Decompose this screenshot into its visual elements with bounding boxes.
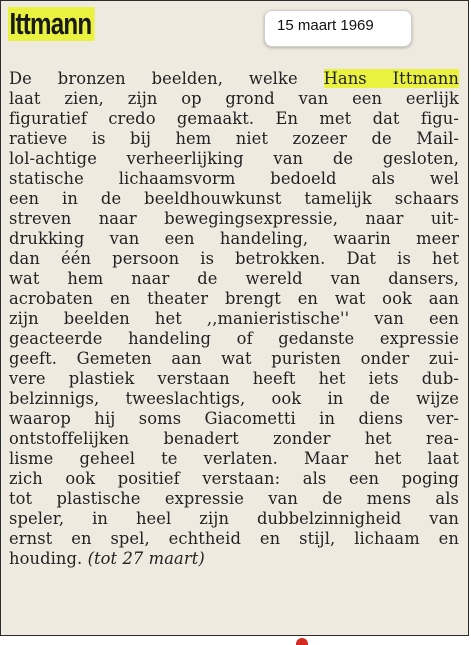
- article-line: zich ook positief verstaan: als een poging: [9, 469, 459, 488]
- exhibition-end-note: (tot 27 maart): [87, 549, 205, 568]
- article-line: acrobaten en theater brengt en wat ook aan: [9, 289, 459, 308]
- article-line: vere plastiek verstaan heeft het iets dub-: [9, 369, 459, 388]
- article-line: dan één persoon is betrokken. Dat is het: [9, 249, 459, 268]
- article-line: geacteerde handeling of gedanste expressie: [9, 329, 459, 348]
- article-line: [9, 69, 459, 89]
- article-line: tot plastische expressie van de mens als: [9, 489, 459, 508]
- article-line: laat zien, zijn op grond van een eerlijk: [9, 89, 459, 108]
- article-line: lol-achtige verheerlijking van de gesloten,: [9, 149, 459, 168]
- article-body: [9, 69, 459, 569]
- article-line: ernst en spel, echtheid en stijl, lichaam en: [9, 529, 459, 548]
- article-line: statische lichaamsvorm bedoeld als wel: [9, 169, 459, 188]
- article-line: wat hem naar de wereld van dansers,: [9, 269, 459, 288]
- article-line: lisme geheel te verlaten. Maar het laat: [9, 449, 459, 468]
- article-line: een in de beeldhouwkunst tamelijk schaars: [9, 189, 459, 208]
- article-line: drukking van een handeling, waarin meer: [9, 229, 459, 248]
- date-label-box: [264, 10, 412, 47]
- article-line: ontstoffelijken benadert zonder het rea-: [9, 429, 459, 448]
- article-line: ratieve is bij hem niet zozeer de Mail-: [9, 129, 459, 148]
- article-line: speler, in heel zijn dubbelzinnigheid van: [9, 509, 459, 528]
- article-line: zijn beelden het ,,manieristische'' van een: [9, 309, 459, 328]
- article-line: belzinnigs, tweeslachtigs, ook in de wijze: [9, 389, 459, 408]
- article-line-text: houding.: [9, 549, 88, 568]
- headline: Ittmann: [8, 7, 95, 41]
- article-line: streven naar bewegingsexpressie, naar uit-: [9, 209, 459, 228]
- date-label: 15 maart 1969: [277, 17, 374, 34]
- red-marker: [296, 638, 308, 645]
- article-line: figuratief credo gemaakt. En met dat figu-: [9, 109, 459, 128]
- article-line-text: De bronzen beelden, welke: [9, 69, 324, 88]
- article-line: [9, 549, 459, 569]
- article-line: geeft. Gemeten aan wat puristen onder zui-: [9, 349, 459, 368]
- highlighted-name: Hans Ittmann: [323, 69, 459, 88]
- article-line: waarop hij soms Giacometti in diens ver-: [9, 409, 459, 428]
